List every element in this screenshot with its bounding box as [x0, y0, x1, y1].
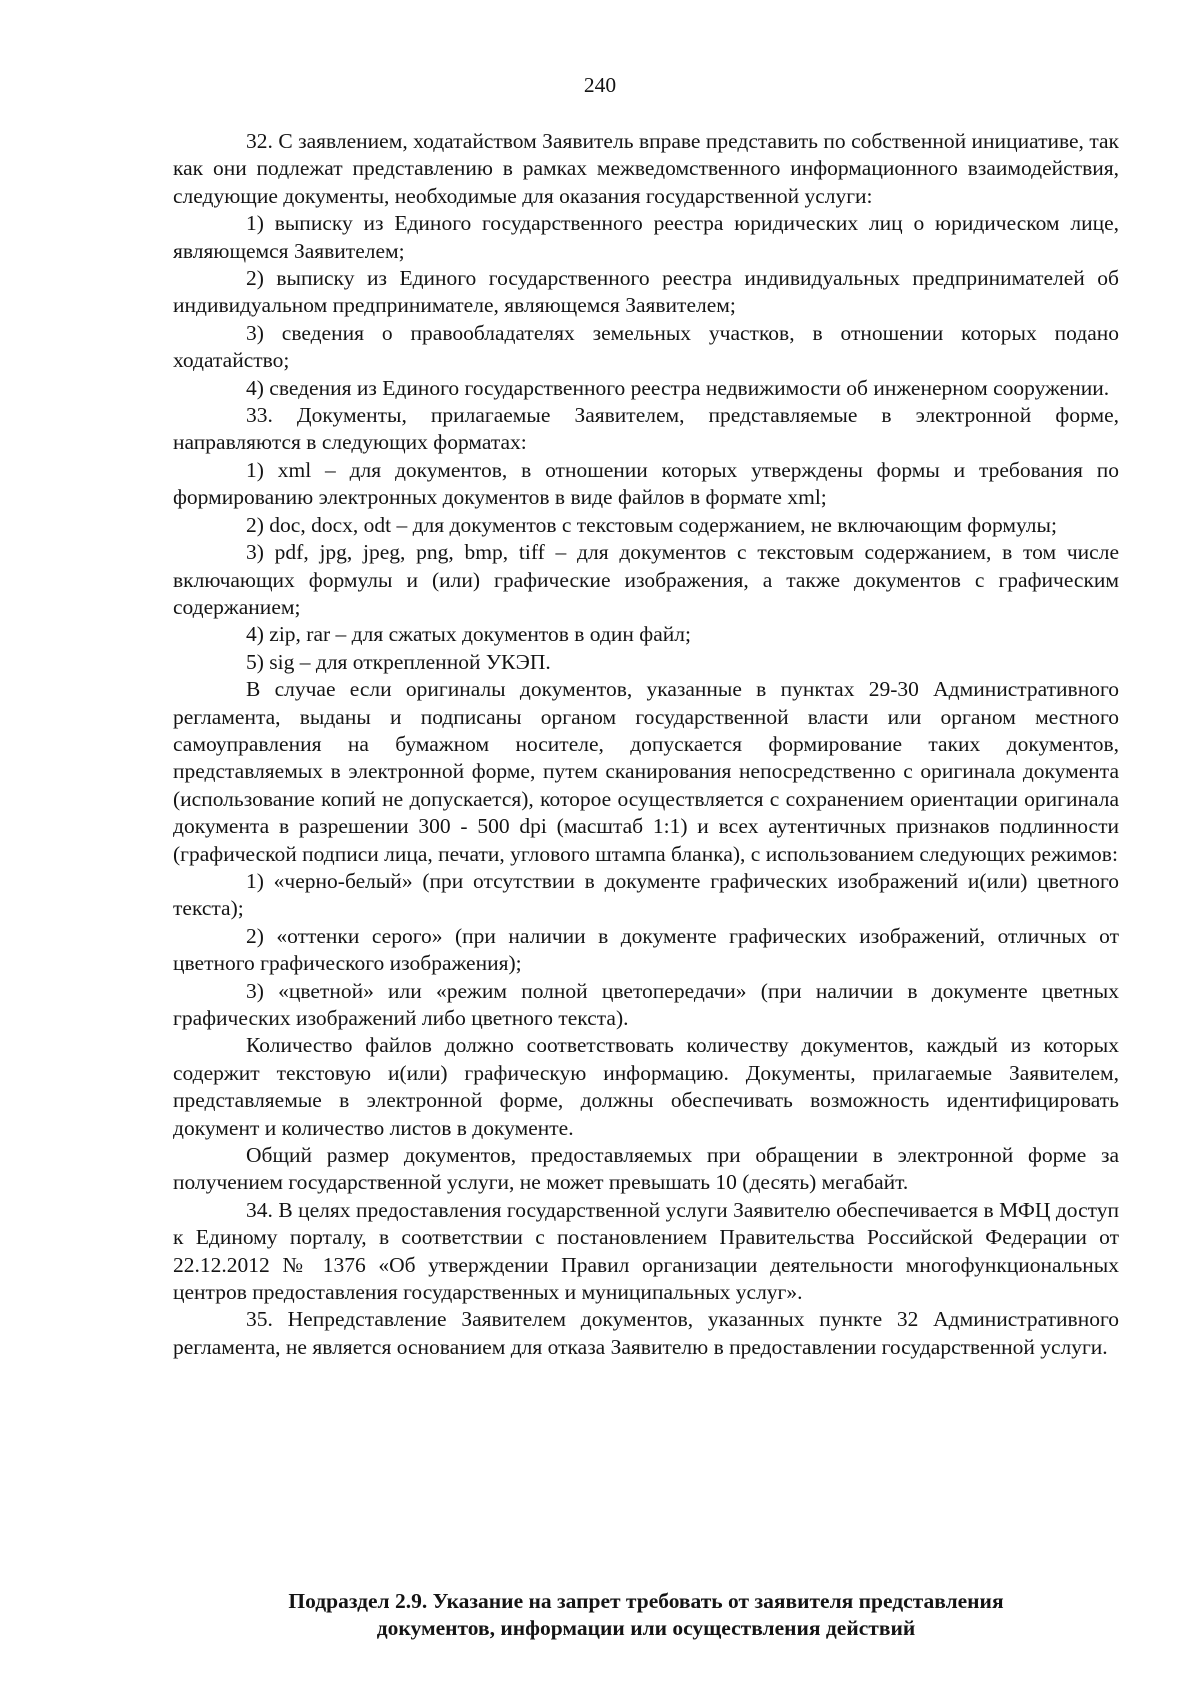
list-item: 2) «оттенки серого» (при наличии в документе графических изображений, отличных от цветного графического изображения);: [173, 923, 1119, 976]
paragraph-33-intro: 33. Документы, прилагаемые Заявителем, представляемые в электронной форме, направляются в следующих форматах:: [173, 403, 1119, 455]
paragraph-scanning: В случае если оригиналы документов, указанные в пунктах 29-30 Административного регламента, выданы и подписаны органом государственной власти или органом местного самоуправления на бумажном носителе, допускается формирование таких документов, представляемых в электронной форме, путем сканирования непосредственно с оригинала документа (использование копий не допускается), которое осуществляется с сохранением ориентации оригинала документа в разрешении 300 - 500 dpi (масштаб 1:1) и всех аутентичных признаков подлинности (графической подписи лица, печати, углового штампа бланка), с использованием следующих режимов:: [173, 677, 1119, 866]
list-item: 3) pdf, jpg, jpeg, png, bmp, tiff – для документов с текстовым содержанием, в том числе включающих формулы и (или) графические изображения, а также документов с графическим содержанием;: [173, 540, 1119, 619]
list-item: 1) xml – для документов, в отношении которых утверждены формы и требования по формированию электронных документов в виде файлов в формате xml;: [173, 457, 1119, 510]
heading-line-1: Подраздел 2.9. Указание на запрет требовать от заявителя представления: [288, 1589, 1004, 1613]
list-item: 2) выписку из Единого государственного реестра индивидуальных предпринимателей об индивидуальном предпринимателе, являющемся Заявителем;: [173, 266, 1119, 318]
list-item: 4) сведения из Единого государственного реестра недвижимости об инженерном сооружении.: [246, 375, 1110, 400]
list-item: 3) сведения о правообладателях земельных участков, в отношении которых подано ходатайство;: [173, 320, 1119, 373]
paragraph-34: 34. В целях предоставления государственной услуги Заявителю обеспечивается в МФЦ доступ к Единому порталу, в соответствии с постановлением Правительства Российской Федерации от 22.12.2012 № 1376 «Об утверждении Правил организации деятельности многофункциональных центров предоставления государственных и муниципальных услуг».: [173, 1197, 1119, 1305]
list-item: 3) «цветной» или «режим полной цветопередачи» (при наличии в документе цветных графических изображений либо цветного текста).: [173, 978, 1119, 1030]
list-item: 2) doc, docx, odt – для документов с текстовым содержанием, не включающим формулы;: [246, 512, 1057, 537]
list-item: 5) sig – для открепленной УКЭП.: [246, 649, 551, 674]
paragraph-size-limit: Общий размер документов, предоставляемых при обращении в электронной форме за получением государственной услуги, не может превышать 10 (десять) мегабайт.: [173, 1143, 1119, 1195]
page-number: 240: [583, 73, 617, 97]
list-item: 1) выписку из Единого государственного реестра юридических лиц о юридическом лице, являющемся Заявителем;: [173, 211, 1119, 263]
paragraph-file-count: Количество файлов должно соответствовать количеству документов, каждый из которых содержит текстовую и(или) графическую информацию. Документы, прилагаемые Заявителем, представляемые в электронной форме, должны обеспечивать возможность идентифицировать документ и количество листов в документе.: [173, 1033, 1119, 1140]
heading-line-2: документов, информации или осуществления действий: [376, 1616, 916, 1641]
list-item: 4) zip, rar – для сжатых документов в один файл;: [246, 622, 691, 647]
paragraph-35: 35. Непредставление Заявителем документов, указанных пункте 32 Административного регламента, не является основанием для отказа Заявителю в предоставлении государственной услуги.: [173, 1307, 1119, 1359]
paragraph-32-intro: 32. С заявлением, ходатайством Заявитель вправе представить по собственной инициативе, так как они подлежат представлению в рамках межведомственного информационного взаимодействия, следующие документы, необходимые для оказания государственной услуги:: [173, 129, 1119, 208]
list-item: 1) «черно-белый» (при отсутствии в документе графических изображений и(или) цветного текста);: [173, 868, 1119, 921]
section-heading: [173, 1588, 1119, 1643]
body-text: [173, 128, 1119, 1361]
